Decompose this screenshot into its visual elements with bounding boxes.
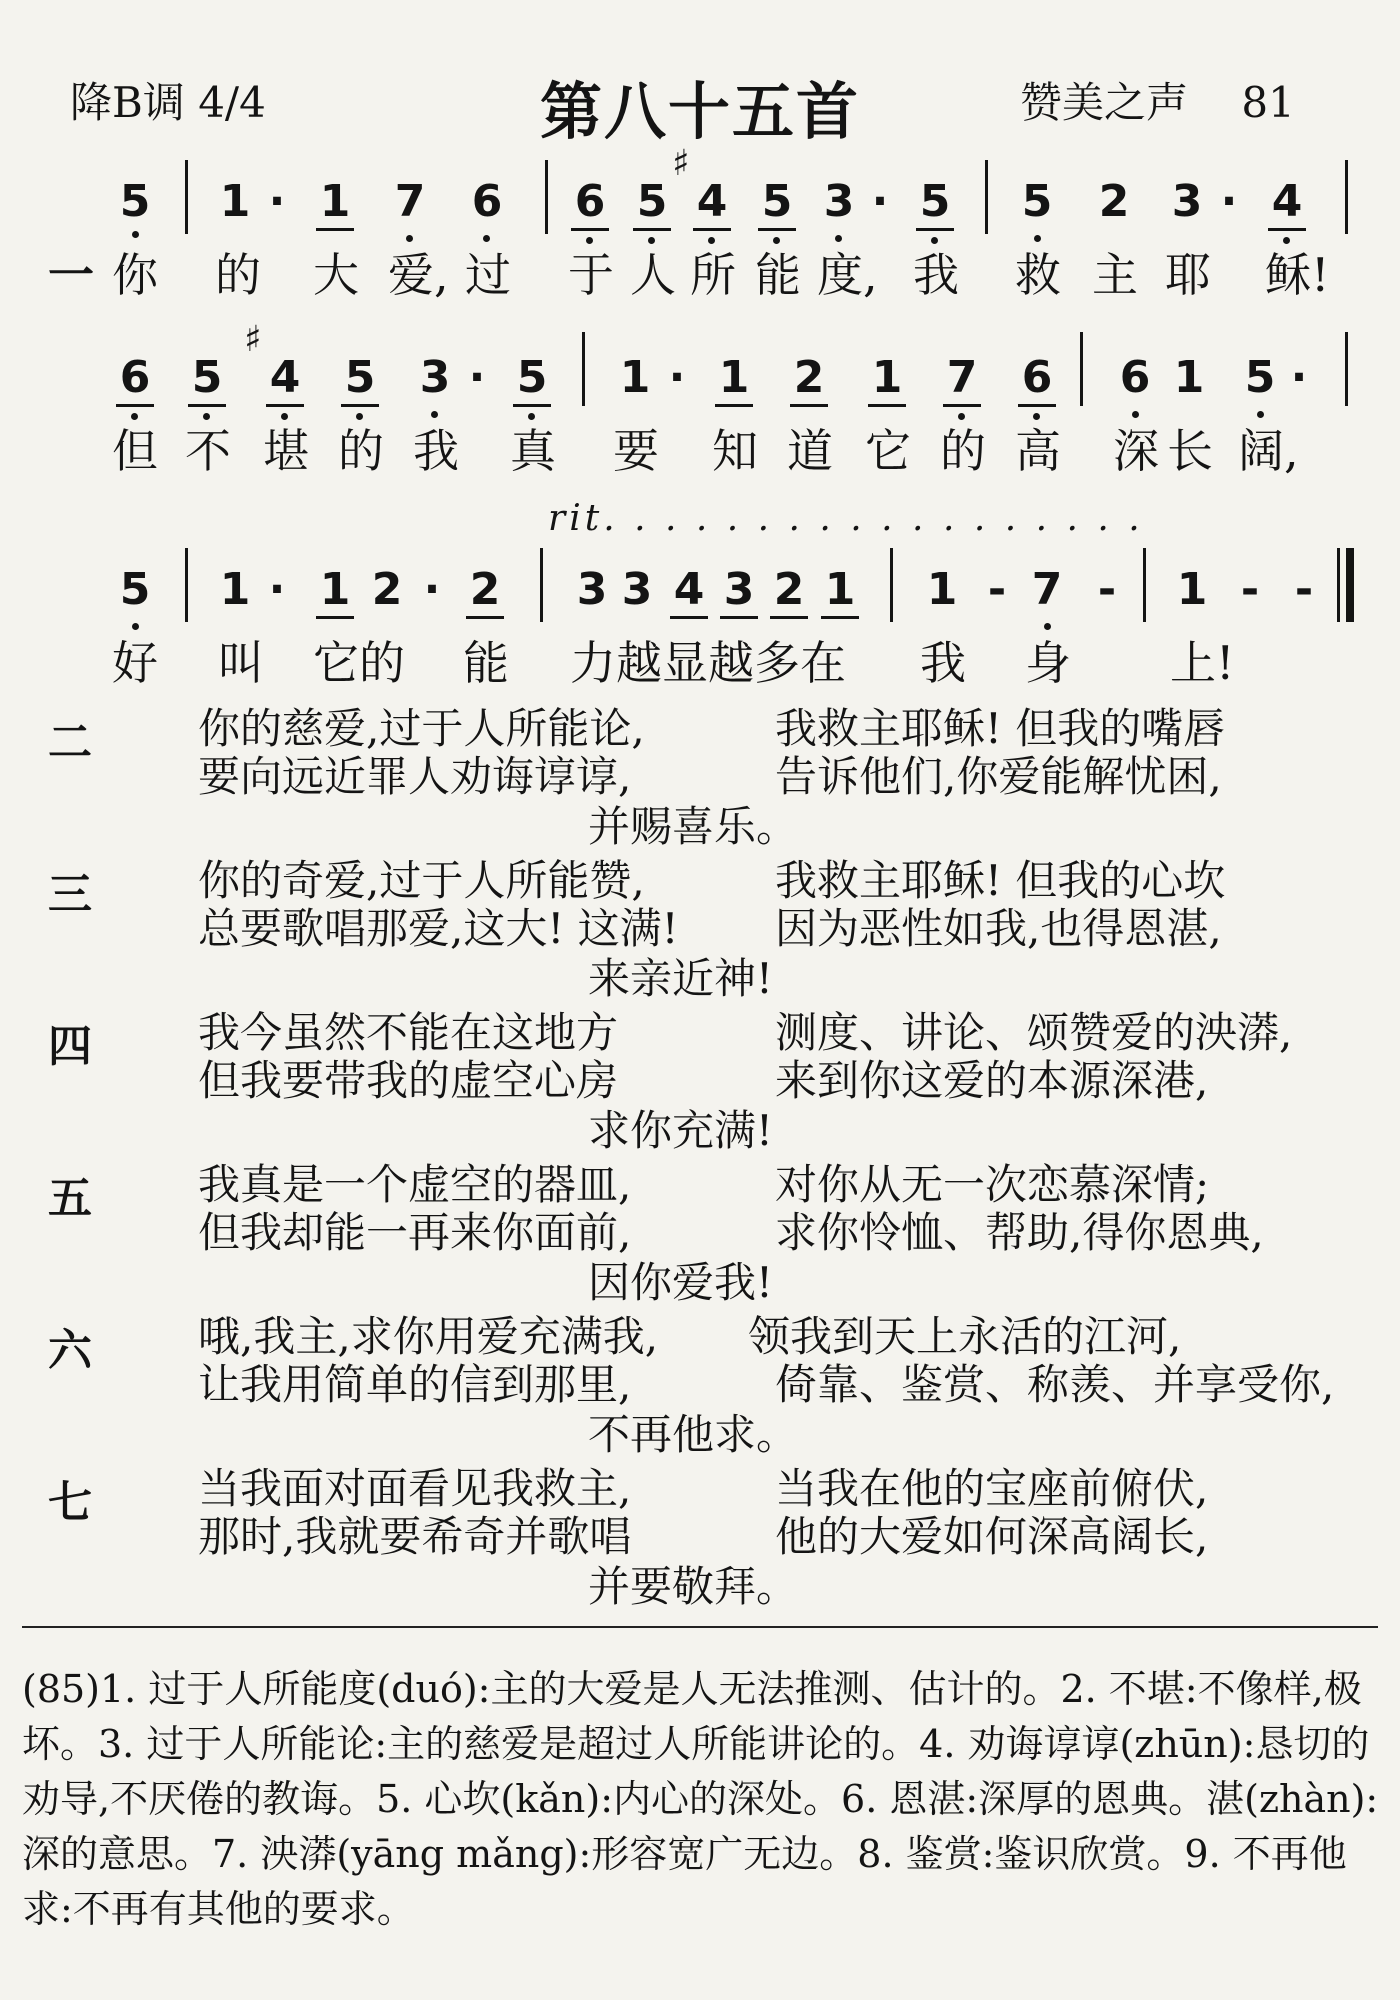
verse-line: 因为恶性如我,也得恩湛, — [775, 904, 1222, 953]
note: 5 — [344, 352, 376, 403]
eighth-underline — [1018, 404, 1056, 407]
low-octave-dot — [281, 413, 288, 420]
note: 7 — [946, 352, 978, 403]
low-octave-dot — [1132, 411, 1139, 418]
note: 1 — [219, 564, 251, 615]
sharp-sign: ♯ — [244, 319, 262, 360]
note: 5 — [516, 352, 548, 403]
verse-number: 七 — [48, 1477, 92, 1528]
note: 1 — [219, 176, 251, 227]
eighth-underline — [1268, 228, 1306, 231]
verse-number: 六 — [48, 1325, 92, 1376]
note: 5 — [119, 564, 151, 615]
verse-line: 哦,我主,求你用爱充满我, — [198, 1312, 659, 1361]
lyric-syllable: 所 — [690, 248, 736, 302]
eighth-underline — [633, 228, 671, 231]
eighth-underline — [571, 228, 609, 231]
note: 1 — [871, 352, 903, 403]
note: 4 — [1271, 176, 1303, 227]
low-octave-dot — [958, 413, 965, 420]
note: 2 — [793, 352, 825, 403]
eighth-underline — [341, 404, 379, 407]
verse-line: 让我用简单的信到那里, — [198, 1360, 632, 1409]
eighth-underline — [943, 404, 981, 407]
lyric-syllable: 于 — [568, 248, 614, 302]
note: 1 — [1173, 352, 1205, 403]
note: · — [1220, 176, 1238, 227]
verse-line: 但我却能一再来你面前, — [198, 1208, 632, 1257]
lyric-syllable: 我 — [413, 424, 459, 478]
verse-line: 我真是一个虚空的器皿, — [198, 1160, 632, 1209]
note: 2 — [773, 564, 805, 615]
lyric-syllable: 长 — [1167, 424, 1213, 478]
verse-ending: 求你充满! — [588, 1106, 773, 1155]
lyric-syllable: 度, — [817, 248, 878, 302]
eighth-underline — [316, 228, 354, 231]
barline — [545, 160, 548, 234]
low-octave-dot — [1044, 623, 1051, 630]
eighth-underline — [758, 228, 796, 231]
lyric-syllable: 大 — [313, 248, 359, 302]
note: 5 — [1244, 352, 1276, 403]
note: - — [1294, 564, 1314, 615]
final-barline-thin — [1337, 548, 1340, 622]
note: · — [468, 352, 486, 403]
note: 6 — [1021, 352, 1053, 403]
note: 3 — [823, 176, 855, 227]
lyric-syllable: 不 — [185, 424, 231, 478]
note: 6 — [471, 176, 503, 227]
verse-ending: 来亲近神! — [588, 954, 773, 1003]
verse-line: 那时,我就要希奇并歌唱 — [198, 1512, 632, 1561]
eighth-underline — [316, 616, 354, 619]
lyric-syllable: 要 — [613, 424, 659, 478]
lyric-syllable: 能 — [463, 636, 509, 690]
verse-line: 求你怜恤、帮助,得你恩典, — [775, 1208, 1264, 1257]
note: 6 — [1119, 352, 1151, 403]
verse-line: 测度、讲论、颂赞爱的泱漭, — [775, 1008, 1293, 1057]
lyric-syllable: 能 — [755, 248, 801, 302]
note: 1 — [619, 352, 651, 403]
low-octave-dot — [356, 413, 363, 420]
note: 2 — [1098, 176, 1130, 227]
lyric-syllable: 深 — [1113, 424, 1159, 478]
final-barline-thick — [1346, 548, 1354, 622]
low-octave-dot — [132, 623, 139, 630]
note: - — [1097, 564, 1117, 615]
lyric-syllable: 身 — [1025, 636, 1071, 690]
note: 6 — [119, 352, 151, 403]
lyric-syllable: 主 — [1092, 248, 1138, 302]
barline — [1143, 548, 1146, 622]
barline — [1345, 332, 1348, 406]
footnote-divider — [22, 1626, 1378, 1628]
book-name: 赞美之声 — [1020, 78, 1189, 127]
low-octave-dot — [931, 237, 938, 244]
note: 1 — [926, 564, 958, 615]
lyric-syllable: 人 — [630, 248, 676, 302]
note: 4 — [269, 352, 301, 403]
lyric-syllable: 道 — [787, 424, 833, 478]
verse-line: 我救主耶稣! 但我的嘴唇 — [775, 704, 1226, 753]
lyric-syllable: 上! — [1170, 636, 1235, 690]
lyric-syllable: 知 — [712, 424, 758, 478]
eighth-underline — [916, 228, 954, 231]
low-octave-dot — [203, 413, 210, 420]
barline — [582, 332, 585, 406]
lyric-syllable: 救 — [1015, 248, 1061, 302]
verse-line: 要向远近罪人劝诲谆谆, — [198, 752, 632, 801]
low-octave-dot — [1283, 237, 1290, 244]
note: · — [268, 564, 286, 615]
verse-ending: 因你爱我! — [588, 1258, 773, 1307]
note: 1 — [319, 564, 351, 615]
note: 3 — [1171, 176, 1203, 227]
eighth-underline — [720, 616, 758, 619]
barline — [1080, 332, 1083, 406]
lyric-syllable: 阔, — [1238, 424, 1299, 478]
verse-line: 但我要带我的虚空心房 — [198, 1056, 619, 1105]
verse-number: 二 — [48, 717, 92, 768]
note: · — [871, 176, 889, 227]
note: 1 — [1176, 564, 1208, 615]
footnote-text: (85)1. 过于人所能度(duó):主的大爱是人无法推测、估计的。2. 不堪:不像样,极坏。3. 过于人所能论:主的慈爱是超过人所能讲论的。4. 劝诲谆谆(zhūn):恳切的劝导,不厌倦的教诲。5. 心坎(kǎn):内心的深处。6. 恩湛:深厚的恩典。湛(zhàn):深的意思。7. 泱漭(yāng mǎng):形容宽广无边。8. 鉴赏:鉴识欣赏。9. 不再他求:不再有其他的要求。 — [22, 1667, 1379, 1931]
note: 5 — [636, 176, 668, 227]
note: 5 — [191, 352, 223, 403]
verse-line: 你的慈爱,过于人所能论, — [198, 704, 645, 753]
verse-line: 你的奇爱,过于人所能赞, — [198, 856, 645, 905]
barline — [1345, 160, 1348, 234]
note: 3 — [723, 564, 755, 615]
barline — [185, 548, 188, 622]
note: 1 — [824, 564, 856, 615]
eighth-underline — [868, 404, 906, 407]
page-number: 81 — [1241, 78, 1295, 127]
note: 2 — [469, 564, 501, 615]
lyric-syllable: 过 — [465, 248, 511, 302]
verse-number: 五 — [48, 1173, 92, 1224]
low-octave-dot — [1033, 413, 1040, 420]
note: 7 — [1031, 564, 1063, 615]
low-octave-dot — [1034, 235, 1041, 242]
lyric-syllable: 力越显越多在 — [570, 636, 846, 690]
low-octave-dot — [131, 413, 138, 420]
note: 5 — [1021, 176, 1053, 227]
note: 5 — [119, 176, 151, 227]
verse-line: 对你从无一次恋慕深情; — [775, 1160, 1210, 1209]
eighth-underline — [188, 404, 226, 407]
verse-line: 当我在他的宝座前俯伏, — [775, 1464, 1209, 1513]
note: 4 — [673, 564, 705, 615]
eighth-underline — [821, 616, 859, 619]
eighth-underline — [513, 404, 551, 407]
low-octave-dot — [773, 237, 780, 244]
verse-line: 我今虽然不能在这地方 — [198, 1008, 619, 1057]
lyric-syllable: 高 — [1015, 424, 1061, 478]
note: 5 — [761, 176, 793, 227]
verse-line: 我救主耶稣! 但我的心坎 — [775, 856, 1226, 905]
verse-line: 来到你这爱的本源深港, — [775, 1056, 1209, 1105]
eighth-underline — [715, 404, 753, 407]
lyric-syllable: 它 — [865, 424, 911, 478]
low-octave-dot — [708, 237, 715, 244]
lyric-syllable: 我 — [913, 248, 959, 302]
low-octave-dot — [431, 411, 438, 418]
key-signature: 降B调 4/4 — [70, 78, 266, 127]
note: 2 — [371, 564, 403, 615]
sharp-sign: ♯ — [672, 143, 690, 184]
verse-number: 四 — [48, 1021, 92, 1072]
eighth-underline — [266, 404, 304, 407]
ritardando-marking: rit. . . . . . . . . . . . . . . . . . — [548, 498, 1144, 539]
lyric-syllable: 它的 — [313, 636, 405, 690]
book-title — [1020, 70, 1295, 130]
verse-line: 他的大爱如何深高阔长, — [775, 1512, 1209, 1561]
lyric-syllable: 稣! — [1265, 248, 1330, 302]
verse-line: 当我面对面看见我救主, — [198, 1464, 632, 1513]
low-octave-dot — [648, 237, 655, 244]
verse-number: 三 — [48, 869, 92, 920]
verse-line: 总要歌唱那爱,这大! 这满! — [198, 904, 679, 953]
note: - — [1240, 564, 1260, 615]
note: · — [668, 352, 686, 403]
verse-ending: 并要敬拜。 — [588, 1562, 799, 1611]
low-octave-dot — [528, 413, 535, 420]
verse-ending: 并赐喜乐。 — [588, 802, 799, 851]
barline — [540, 548, 543, 622]
note: 3 — [419, 352, 451, 403]
barline — [185, 160, 188, 234]
note: 1 — [718, 352, 750, 403]
lyric-syllable: 好 — [112, 636, 158, 690]
verse-ending: 不再他求。 — [588, 1410, 799, 1459]
low-octave-dot — [1257, 411, 1264, 418]
lyric-syllable: 你 — [112, 248, 158, 302]
low-octave-dot — [835, 235, 842, 242]
low-octave-dot — [586, 237, 593, 244]
lyric-syllable: 真 — [510, 424, 556, 478]
lyric-syllable: 叫 — [218, 636, 264, 690]
eighth-underline — [693, 228, 731, 231]
lyric-syllable: 的 — [215, 248, 261, 302]
eighth-underline — [790, 404, 828, 407]
hymn-title: 第八十五首 — [539, 75, 860, 148]
note: - — [987, 564, 1007, 615]
lyric-syllable: 堪 — [263, 424, 309, 478]
lyric-syllable: 的 — [338, 424, 384, 478]
verse-line: 告诉他们,你爱能解忧困, — [775, 752, 1222, 801]
note: 5 — [919, 176, 951, 227]
low-octave-dot — [406, 235, 413, 242]
note: 4 — [696, 176, 728, 227]
lyric-syllable: 的 — [940, 424, 986, 478]
eighth-underline — [770, 616, 808, 619]
note: · — [268, 176, 286, 227]
verse-line: 倚靠、鉴赏、称羡、并享受你, — [775, 1360, 1335, 1409]
low-octave-dot — [132, 231, 139, 238]
eighth-underline — [466, 616, 504, 619]
barline — [890, 548, 893, 622]
note: 3 — [576, 564, 608, 615]
eighth-underline — [116, 404, 154, 407]
lyric-syllable: 但 — [112, 424, 158, 478]
lyric-syllable: 我 — [920, 636, 966, 690]
note: · — [423, 564, 441, 615]
barline — [985, 160, 988, 234]
note: 6 — [574, 176, 606, 227]
eighth-underline — [670, 616, 708, 619]
lyric-syllable: 耶 — [1165, 248, 1211, 302]
note: · — [1290, 352, 1308, 403]
verse-line: 领我到天上永活的江河, — [748, 1312, 1182, 1361]
lyric-syllable: 爱, — [388, 248, 449, 302]
verse-number: 一 — [48, 248, 94, 302]
note: 7 — [394, 176, 426, 227]
low-octave-dot — [483, 235, 490, 242]
note: 3 — [621, 564, 653, 615]
note: 1 — [319, 176, 351, 227]
